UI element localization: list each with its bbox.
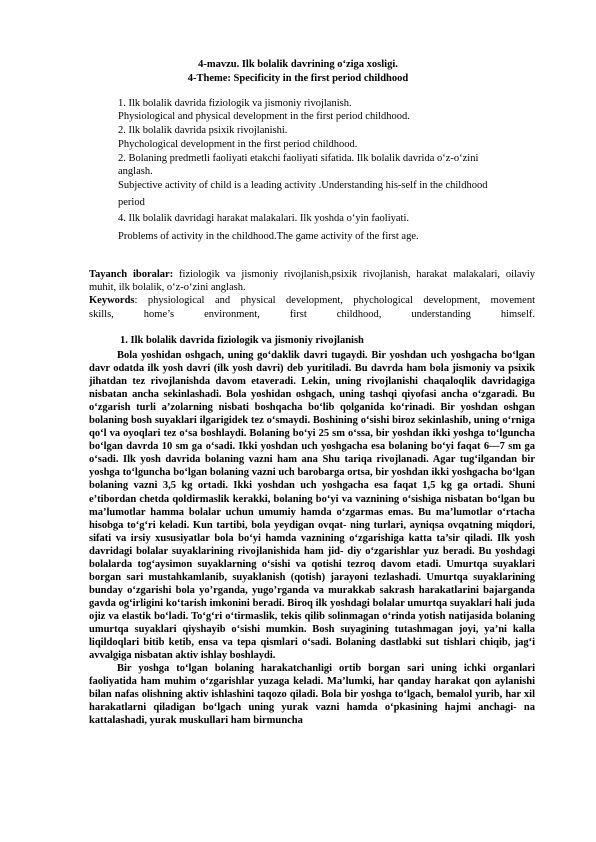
- section-heading: 1. Ilk bolalik davrida fiziologik va jismoniy rivojlanish: [120, 335, 364, 346]
- plan-line: Phychological development in the first period childhood.: [118, 139, 358, 150]
- plan-line: 2. Ilk bolalik davrida psixik rivojlanishi.: [118, 125, 288, 136]
- plan-line: 4. Ilk bolalik davridagi harakat malakalari. Ilk yoshda o‘yin faoliyati.: [118, 213, 409, 224]
- plan-line: anglash.: [118, 166, 153, 177]
- plan-line: 1. Ilk bolalik davrida fiziologik va jismoniy rivojlanish.: [118, 98, 352, 109]
- keywords-en-label: Keywords: [89, 295, 135, 307]
- keywords-en-cont: [89, 308, 535, 321]
- keywords-en-line1: : physiological and physical development, phychological development, movement: [134, 295, 535, 307]
- plan-line: Physiological and physical development in the first period childhood.: [118, 111, 410, 122]
- plan-line: 2. Bolaning predmetli faoliyati etakchi faoliyati sifatida. Ilk bolalik davrida o‘z-o‘zini: [118, 153, 479, 164]
- keywords-uz-text: fiziologik va jismoniy rivojlanish,psixik rivojlanish, harakat malakalari, oilaviy muhit, ilk bolalik, o‘z-o‘zini anglash.: [89, 269, 535, 294]
- title-en: 4-Theme: Specificity in the first period childhood: [187, 73, 409, 84]
- plan-line: Problems of activity in the childhood.The game activity of the first age.: [118, 231, 419, 242]
- paragraph: Bir yoshga to‘lgan bolaning harakatchanligi ortib borgan sari uning ichki organlari faoliyatida ham muhim o‘zgarishlar yuzaga keladi. Ma’lumki, har qanday harakat qon aylanishi bilan nafas olishning aktiv ishlashini taqozo qiladi. Bola bir yoshga to‘lgach, bemalol yurib, har xil harakatlarni qiladigan bo‘lgach uning yurak vazni hamda o‘pkasining hajmi anchagi- na kattalashadi, yurak muskullari ham birmuncha: [89, 663, 535, 727]
- keywords-en-line2: skills, home’s environment, first childhood, understanding himself.: [89, 308, 535, 320]
- keywords-en: [89, 294, 535, 307]
- keywords-block: [89, 268, 535, 321]
- plan-line: period: [118, 197, 145, 208]
- keywords-uz: [89, 268, 535, 294]
- plan-line: Subjective activity of child is a leading activity .Understanding his-self in the childhood: [118, 180, 488, 191]
- paragraph: Bola yoshidan oshgach, uning go‘daklik davri tugaydi. Bir yoshdan uch yoshgacha bo‘lgan davr odatda ilk yosh davri (ilk yosh davri) deb yuritiladi. Bu davrda ham bola jismoniy va psixik jihatdan tez rivojlanishda davom etaveradi. Lekin, uning rivojlanishi chaqaloqlik davridagiga nisbatan ancha sekinlashadi. Bola yoshidan oshgach, uning tashqi qiyofasi ancha o‘zgaradi. Bu o‘zgarish turli a’zolarning nisbati boshqacha bo‘lib qolganida ko‘rinadi. Bir yoshdan oshgan bolaning bosh suyaklari ilgarigidek tez o‘smaydi. Boshining o‘sishi biroz sekinlashib, uning o‘rniga qo‘l va oyoqlari tez o‘sa boshlaydi. Bolaning bo‘yi 25 sm o‘ssa, bir yoshdan ikki yoshga to‘lguncha bo‘lgan davrda 10 sm ga o‘sadi. Ikki yoshdan uch yoshgacha esa bolaning bo‘yi faqat 6—7 sm ga o‘sadi. Ilk yosh davrida bolaning vazni ham ana Shu tariqa rivojlanadi. Agar tug‘ilgandan bir yoshga to‘lguncha bo‘lgan bolaning vazni uch barobarga ortsa, bir yoshdan ikki yoshgacha bo‘lgan bolaning vazni 3,5 kg ortadi. Ikki yoshdan uch yoshgacha esa faqat 1,5 kg ga ortadi. Shuni e’tibordan chetda qoldirmaslik kerakki, bolaning bo‘yi va vaznining o‘sishiga nisbatan bo‘lgan bu ma’lumotlar hamma bolalar uchun umumiy hamda o‘zgarmas emas. Bu ma’lumotlar o‘rtacha hisobga to‘g‘ri keladi. Kun tartibi, bola yeydigan ovqat- ning turlari, ayniqsa ovqatning miqdori, sifati va irsiy xususiyatlar bola bo‘yi hamda vaznining o‘zgarishiga katta ta’sir qiladi. Ilk yosh davridagi bolalar suyaklarining rivojlanishida ham jid- diy o‘zgarishlar yuz beradi. Bu yoshdagi bolalarda tog‘aysimon suyaklarning o‘sishi va qotishi tezroq davom etadi. Umurtqa suyaklari borgan sari mustahkamlanib, suyaklanish (qotish) jarayoni tezlashadi. Umurtqa suyaklarining bunday o‘zgarishi bola yo’rganda, yugo’rganda va murakkab sakrash harakatlarini bajarganda gavda og‘irligini ko‘tarish imkonini beradi. Biroq ilk yoshdagi bolalar umurtqa suyaklari hali juda ojiz va elastik bo‘ladi. To‘g‘ri o‘tirmaslik, tekis qilib solinmagan o‘rinda yotish natijasida bolaning umurtqa suyaklari qiyshayib o‘sishi mumkin. Bosh suyagining tutashmagan joyi, ya’ni kalla liqildoqlari bitib ketib, ensa va tepa qismlari o‘sadi. Bolaning dastlabki sut tishlari chiqib, jag‘i avvalgiga nisbatan aktiv ishlay boshlaydi.: [89, 350, 535, 662]
- title-uz: 4-mavzu. Ilk bolalik davrining o‘ziga xosligi.: [198, 59, 398, 70]
- section-body: [89, 349, 535, 727]
- keywords-uz-label: Tayanch iboralar:: [89, 269, 174, 280]
